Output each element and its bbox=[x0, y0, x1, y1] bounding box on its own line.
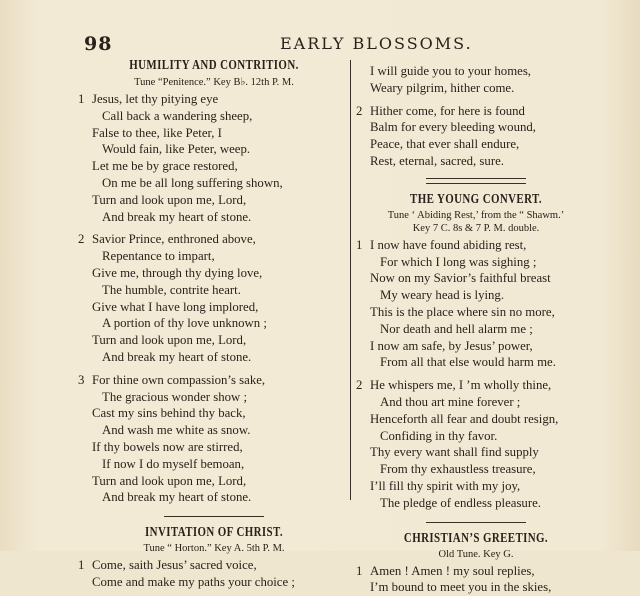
verse bbox=[356, 563, 596, 596]
verse-line: Henceforth all fear and doubt resign, bbox=[370, 411, 559, 426]
verse-number: 1 bbox=[78, 92, 85, 106]
verse-number: 2 bbox=[356, 378, 363, 393]
verse-number: 3 bbox=[78, 372, 85, 387]
verse bbox=[356, 103, 596, 170]
verse-number: 1 bbox=[78, 558, 85, 573]
verse-continued bbox=[356, 63, 596, 97]
verse bbox=[78, 372, 350, 506]
tune-line: Tune “ Horton.” Key A. 5th P. M. bbox=[143, 543, 285, 555]
verse-line: And break my heart of stone. bbox=[102, 209, 252, 224]
verse-line: The gracious wonder show ; bbox=[102, 389, 247, 404]
verse-line: I now am safe, by Jesus’ power, bbox=[370, 338, 533, 353]
verse-line: Hither come, for here is found bbox=[370, 103, 525, 118]
verse-line: He whispers me, I ’m wholly thine, bbox=[370, 378, 552, 393]
verse-line: Nor death and hell alarm me ; bbox=[380, 321, 533, 336]
verse-number: 1 bbox=[356, 563, 363, 578]
verse-line: Balm for every bleeding wound, bbox=[370, 120, 536, 135]
verse-line: Turn and look upon me, Lord, bbox=[92, 192, 247, 207]
verse-line: The humble, contrite heart. bbox=[102, 282, 241, 297]
verse-line: Come, saith Jesus’ sacred voice, bbox=[92, 558, 257, 573]
verse-line: For which I long was sighing ; bbox=[380, 254, 537, 269]
verse-line: Weary pilgrim, hither come. bbox=[370, 80, 515, 95]
verse-line: Let me be by grace restored, bbox=[92, 159, 238, 174]
verse-line: I’ll fill thy spirit with my joy, bbox=[370, 478, 521, 493]
verse-line: Repentance to impart, bbox=[102, 249, 215, 264]
verse-line: And wash me white as snow. bbox=[102, 423, 251, 438]
verse-line: Would fain, like Peter, weep. bbox=[102, 142, 251, 157]
verse-line: Now on my Savior’s faithful breast bbox=[370, 271, 551, 286]
verse-line: The pledge of endless pleasure. bbox=[380, 495, 541, 510]
verse-number: 1 bbox=[356, 237, 363, 252]
tune-line: Tune “Penitence.” Key B♭. 12th P. M. bbox=[134, 77, 294, 88]
column-divider bbox=[350, 60, 351, 500]
tune-line: Key 7 C. 8s & 7 P. M. double. bbox=[412, 222, 540, 234]
verse-line: For thine own compassion’s sake, bbox=[92, 372, 266, 387]
verse-line: I’m bound to meet you in the skies, bbox=[370, 580, 552, 595]
section-rule bbox=[426, 178, 526, 184]
verse-line: And thou art mine forever ; bbox=[380, 394, 521, 409]
verse-line: Turn and look upon me, Lord, bbox=[92, 473, 247, 488]
verse-line: Thy every want shall find supply bbox=[370, 445, 539, 460]
hymn-title: CHRISTIAN’S GREETING. bbox=[403, 530, 549, 546]
verse-line: Jesus, let thy pitying eye bbox=[92, 92, 219, 106]
verse-line: I will guide you to your homes, bbox=[370, 64, 532, 78]
verse-line: Turn and look upon me, Lord, bbox=[92, 333, 247, 348]
verse-line: Rest, eternal, sacred, sure. bbox=[370, 153, 504, 168]
tune-line: Old Tune. Key G. bbox=[438, 548, 514, 560]
verse-line: Savior Prince, enthroned above, bbox=[92, 232, 256, 247]
hymn-title: THE YOUNG CONVERT. bbox=[410, 191, 542, 207]
verse-line: Amen ! Amen ! my soul replies, bbox=[370, 563, 535, 578]
verse-line: Confiding in thy favor. bbox=[380, 428, 498, 443]
verse-line: Peace, that ever shall endure, bbox=[370, 137, 520, 152]
verse-line: Call back a wandering sheep, bbox=[102, 108, 253, 123]
section-rule bbox=[164, 516, 264, 517]
verse-line: If now I do myself bemoan, bbox=[102, 456, 245, 471]
verse bbox=[356, 377, 596, 511]
verse bbox=[356, 237, 596, 371]
left-column bbox=[78, 58, 350, 591]
verse-line: My weary head is lying. bbox=[380, 288, 505, 303]
verse-line: Come and make my paths your choice ; bbox=[92, 574, 295, 589]
tune-line: Tune ‘ Abiding Rest,’ from the “ Shawm.’ bbox=[387, 209, 565, 221]
hymn-title: HUMILITY AND CONTRITION. bbox=[129, 58, 299, 73]
verse bbox=[78, 91, 350, 225]
verse bbox=[78, 557, 350, 591]
verse-line: From thy exhaustless treasure, bbox=[380, 462, 536, 477]
verse-line: From all that else would harm me. bbox=[380, 355, 556, 370]
verse-line: I now have found abiding rest, bbox=[370, 237, 527, 252]
verse-line: Give me, through thy dying love, bbox=[92, 265, 263, 280]
verse-line: If thy bowels now are stirred, bbox=[92, 439, 243, 454]
verse-line: And break my heart of stone. bbox=[102, 490, 252, 505]
verse-line: Give what I have long implored, bbox=[92, 299, 259, 314]
verse-number: 2 bbox=[78, 232, 85, 247]
verse-line: False to thee, like Peter, I bbox=[92, 125, 222, 140]
verse-line: A portion of thy love unknown ; bbox=[102, 316, 267, 331]
verse-line: Cast my sins behind thy back, bbox=[92, 406, 246, 421]
right-column bbox=[356, 58, 596, 596]
verse-line: On me be all long suffering shown, bbox=[102, 175, 283, 190]
section-rule bbox=[426, 522, 526, 523]
hymn-title: INVITATION OF CHRIST. bbox=[145, 525, 283, 541]
running-head: EARLY BLOSSOMS. bbox=[280, 34, 473, 53]
verse-line: This is the place where sin no more, bbox=[370, 304, 555, 319]
verse bbox=[78, 231, 350, 365]
page-number: 98 bbox=[84, 33, 113, 55]
verse-line: And break my heart of stone. bbox=[102, 349, 252, 364]
verse-number: 2 bbox=[356, 103, 363, 118]
